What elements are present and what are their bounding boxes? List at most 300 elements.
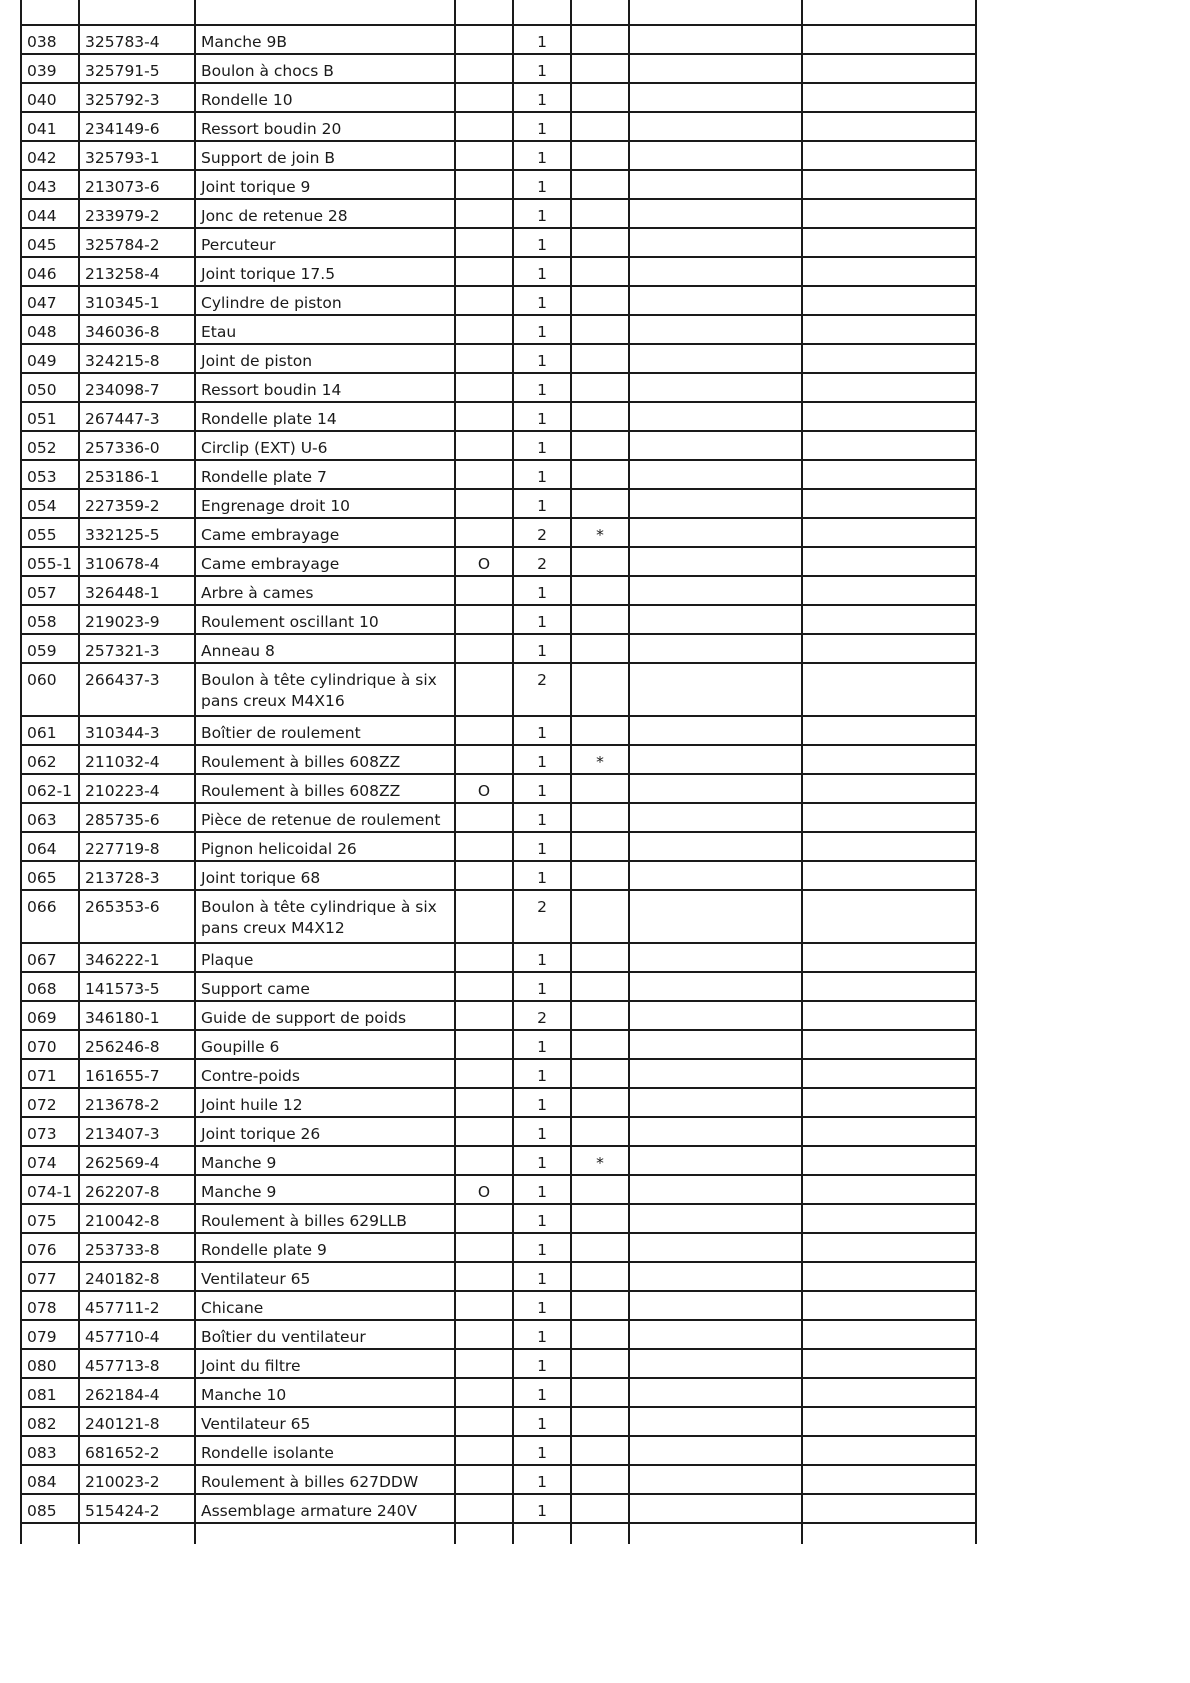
blank-cell [629, 890, 802, 943]
option-cell [455, 1378, 513, 1407]
note-mark-cell [571, 943, 629, 972]
quantity-cell: 1 [513, 1059, 571, 1088]
blank-cell [802, 228, 976, 257]
ref-number-cell: 080 [21, 1349, 79, 1378]
blank-cell [629, 54, 802, 83]
quantity-cell: 1 [513, 1088, 571, 1117]
table-row [21, 83, 976, 112]
ref-number-cell: 053 [21, 460, 79, 489]
description-cell: Joint de piston [195, 344, 455, 373]
quantity-cell: 1 [513, 83, 571, 112]
blank-cell [802, 1233, 976, 1262]
table-row [21, 774, 976, 803]
table-row [21, 25, 976, 54]
option-cell [455, 605, 513, 634]
blank-cell [629, 112, 802, 141]
note-mark-cell [571, 890, 629, 943]
quantity-cell: 1 [513, 431, 571, 460]
note-mark-cell: * [571, 745, 629, 774]
part-number-cell: 324215-8 [79, 344, 195, 373]
table-row [21, 402, 976, 431]
part-number-cell: 310344-3 [79, 716, 195, 745]
blank-cell [802, 1175, 976, 1204]
option-cell [455, 257, 513, 286]
table-row [21, 576, 976, 605]
part-number-cell: 681652-2 [79, 1436, 195, 1465]
note-mark-cell [571, 1378, 629, 1407]
part-number-cell: 285735-6 [79, 803, 195, 832]
description-cell: Roulement oscillant 10 [195, 605, 455, 634]
note-mark-cell [571, 344, 629, 373]
ref-number-cell: 078 [21, 1291, 79, 1320]
blank-cell [802, 861, 976, 890]
option-cell [455, 54, 513, 83]
note-mark-cell [571, 1204, 629, 1233]
description-cell: Roulement à billes 608ZZ [195, 745, 455, 774]
quantity-cell: 1 [513, 489, 571, 518]
description-cell: Engrenage droit 10 [195, 489, 455, 518]
option-cell [455, 1030, 513, 1059]
table-row [21, 1436, 976, 1465]
table-row [21, 286, 976, 315]
ref-number-cell: 084 [21, 1465, 79, 1494]
blank-cell [802, 1146, 976, 1175]
option-cell [455, 1117, 513, 1146]
quantity-cell: 1 [513, 228, 571, 257]
ref-number-cell: 046 [21, 257, 79, 286]
note-mark-cell [571, 315, 629, 344]
table-row [21, 1378, 976, 1407]
blank-cell [802, 83, 976, 112]
blank-cell [629, 257, 802, 286]
option-cell [455, 972, 513, 1001]
option-cell [455, 1436, 513, 1465]
table-row [21, 1291, 976, 1320]
option-cell [455, 1059, 513, 1088]
quantity-cell: 1 [513, 1233, 571, 1262]
option-cell [455, 344, 513, 373]
ref-number-cell: 044 [21, 199, 79, 228]
part-number-cell: 161655-7 [79, 1059, 195, 1088]
description-cell: Ressort boudin 14 [195, 373, 455, 402]
blank-cell [629, 943, 802, 972]
blank-cell [802, 112, 976, 141]
blank-cell [802, 1262, 976, 1291]
part-number-cell: 257336-0 [79, 431, 195, 460]
blank-cell [629, 228, 802, 257]
option-cell: O [455, 1175, 513, 1204]
part-number-cell: 457713-8 [79, 1349, 195, 1378]
description-cell: Manche 9B [195, 25, 455, 54]
note-mark-cell [571, 257, 629, 286]
quantity-cell: 1 [513, 1030, 571, 1059]
option-cell [455, 199, 513, 228]
blank-cell [802, 286, 976, 315]
note-mark-cell [571, 605, 629, 634]
description-cell: Ventilateur 65 [195, 1407, 455, 1436]
ref-number-cell: 079 [21, 1320, 79, 1349]
table-row [21, 1407, 976, 1436]
table-top-continuation [21, 0, 976, 25]
part-number-cell: 267447-3 [79, 402, 195, 431]
description-cell: Support de join B [195, 141, 455, 170]
part-number-cell: 346180-1 [79, 1001, 195, 1030]
quantity-cell: 1 [513, 745, 571, 774]
description-cell: Joint torique 17.5 [195, 257, 455, 286]
option-cell [455, 1494, 513, 1523]
description-cell: Came embrayage [195, 518, 455, 547]
table-row [21, 832, 976, 861]
part-number-cell: 332125-5 [79, 518, 195, 547]
ref-number-cell: 085 [21, 1494, 79, 1523]
ref-number-cell: 058 [21, 605, 79, 634]
part-number-cell: 219023-9 [79, 605, 195, 634]
blank-cell [802, 1378, 976, 1407]
description-cell: Manche 10 [195, 1378, 455, 1407]
blank-cell [629, 832, 802, 861]
note-mark-cell [571, 199, 629, 228]
part-number-cell: 213678-2 [79, 1088, 195, 1117]
option-cell [455, 634, 513, 663]
table-bottom-continuation [21, 1523, 976, 1544]
part-number-cell: 257321-3 [79, 634, 195, 663]
description-cell: Rondelle plate 14 [195, 402, 455, 431]
blank-cell [629, 1233, 802, 1262]
part-number-cell: 265353-6 [79, 890, 195, 943]
blank-cell [629, 716, 802, 745]
option-cell [455, 1233, 513, 1262]
ref-number-cell: 071 [21, 1059, 79, 1088]
quantity-cell: 1 [513, 402, 571, 431]
ref-number-cell: 076 [21, 1233, 79, 1262]
ref-number-cell: 062-1 [21, 774, 79, 803]
table-row [21, 1204, 976, 1233]
blank-cell [802, 1204, 976, 1233]
ref-number-cell: 069 [21, 1001, 79, 1030]
note-mark-cell [571, 1262, 629, 1291]
part-number-cell: 233979-2 [79, 199, 195, 228]
blank-cell [629, 431, 802, 460]
option-cell [455, 1407, 513, 1436]
ref-number-cell: 049 [21, 344, 79, 373]
note-mark-cell [571, 832, 629, 861]
blank-cell [629, 774, 802, 803]
blank-cell [629, 1378, 802, 1407]
blank-cell [629, 605, 802, 634]
ref-number-cell: 040 [21, 83, 79, 112]
blank-cell [629, 1117, 802, 1146]
option-cell [455, 1465, 513, 1494]
quantity-cell: 1 [513, 1378, 571, 1407]
blank-cell [802, 1117, 976, 1146]
blank-cell [629, 83, 802, 112]
description-cell: Ventilateur 65 [195, 1262, 455, 1291]
note-mark-cell [571, 1059, 629, 1088]
option-cell [455, 286, 513, 315]
blank-cell [802, 431, 976, 460]
ref-number-cell: 052 [21, 431, 79, 460]
note-mark-cell [571, 1088, 629, 1117]
parts-list-page [20, 0, 975, 1544]
ref-number-cell: 070 [21, 1030, 79, 1059]
note-mark-cell [571, 1030, 629, 1059]
option-cell [455, 83, 513, 112]
table-row [21, 1320, 976, 1349]
quantity-cell: 1 [513, 141, 571, 170]
blank-cell [802, 972, 976, 1001]
option-cell [455, 518, 513, 547]
blank-cell [802, 1059, 976, 1088]
description-cell: Plaque [195, 943, 455, 972]
quantity-cell: 1 [513, 1291, 571, 1320]
blank-cell [629, 1349, 802, 1378]
part-number-cell: 253186-1 [79, 460, 195, 489]
quantity-cell: 1 [513, 1407, 571, 1436]
ref-number-cell: 064 [21, 832, 79, 861]
blank-cell [629, 518, 802, 547]
ref-number-cell: 077 [21, 1262, 79, 1291]
quantity-cell: 1 [513, 1465, 571, 1494]
note-mark-cell [571, 286, 629, 315]
note-mark-cell [571, 1320, 629, 1349]
blank-cell [802, 460, 976, 489]
option-cell [455, 141, 513, 170]
table-row [21, 54, 976, 83]
ref-number-cell: 042 [21, 141, 79, 170]
ref-number-cell: 074-1 [21, 1175, 79, 1204]
description-cell: Contre-poids [195, 1059, 455, 1088]
description-cell: Chicane [195, 1291, 455, 1320]
description-cell: Boulon à chocs B [195, 54, 455, 83]
table-row [21, 943, 976, 972]
option-cell [455, 861, 513, 890]
table-row [21, 344, 976, 373]
part-number-cell: 227719-8 [79, 832, 195, 861]
note-mark-cell: * [571, 518, 629, 547]
note-mark-cell [571, 972, 629, 1001]
blank-cell [802, 54, 976, 83]
ref-number-cell: 041 [21, 112, 79, 141]
description-cell: Joint torique 26 [195, 1117, 455, 1146]
note-mark-cell [571, 141, 629, 170]
option-cell [455, 315, 513, 344]
ref-number-cell: 068 [21, 972, 79, 1001]
quantity-cell: 1 [513, 373, 571, 402]
blank-cell [629, 1436, 802, 1465]
part-number-cell: 213728-3 [79, 861, 195, 890]
blank-cell [629, 460, 802, 489]
option-cell [455, 1262, 513, 1291]
note-mark-cell [571, 1465, 629, 1494]
quantity-cell: 2 [513, 547, 571, 576]
description-cell: Rondelle plate 9 [195, 1233, 455, 1262]
ref-number-cell: 047 [21, 286, 79, 315]
ref-number-cell: 074 [21, 1146, 79, 1175]
table-row [21, 257, 976, 286]
description-cell: Assemblage armature 240V [195, 1494, 455, 1523]
option-cell [455, 460, 513, 489]
quantity-cell: 1 [513, 315, 571, 344]
blank-cell [802, 716, 976, 745]
part-number-cell: 210042-8 [79, 1204, 195, 1233]
quantity-cell: 1 [513, 25, 571, 54]
description-cell: Rondelle 10 [195, 83, 455, 112]
description-cell: Roulement à billes 629LLB [195, 1204, 455, 1233]
blank-cell [802, 547, 976, 576]
note-mark-cell [571, 547, 629, 576]
table-row [21, 1233, 976, 1262]
description-cell: Joint torique 9 [195, 170, 455, 199]
part-number-cell: 310678-4 [79, 547, 195, 576]
note-mark-cell [571, 1117, 629, 1146]
ref-number-cell: 063 [21, 803, 79, 832]
blank-cell [629, 373, 802, 402]
description-cell: Joint du filtre [195, 1349, 455, 1378]
note-mark-cell [571, 634, 629, 663]
blank-cell [802, 344, 976, 373]
blank-cell [629, 1204, 802, 1233]
table-row [21, 112, 976, 141]
option-cell [455, 1146, 513, 1175]
blank-cell [629, 286, 802, 315]
table-row [21, 431, 976, 460]
blank-cell [802, 1465, 976, 1494]
blank-cell [629, 1030, 802, 1059]
blank-cell [802, 518, 976, 547]
ref-number-cell: 065 [21, 861, 79, 890]
quantity-cell: 1 [513, 861, 571, 890]
note-mark-cell [571, 576, 629, 605]
ref-number-cell: 073 [21, 1117, 79, 1146]
blank-cell [802, 170, 976, 199]
part-number-cell: 457711-2 [79, 1291, 195, 1320]
blank-cell [802, 1001, 976, 1030]
description-cell: Rondelle plate 7 [195, 460, 455, 489]
quantity-cell: 1 [513, 257, 571, 286]
description-cell: Roulement à billes 608ZZ [195, 774, 455, 803]
description-cell: Guide de support de poids [195, 1001, 455, 1030]
note-mark-cell [571, 861, 629, 890]
description-cell: Rondelle isolante [195, 1436, 455, 1465]
part-number-cell: 310345-1 [79, 286, 195, 315]
part-number-cell: 325784-2 [79, 228, 195, 257]
quantity-cell: 1 [513, 832, 571, 861]
part-number-cell: 266437-3 [79, 663, 195, 716]
note-mark-cell [571, 663, 629, 716]
table-row [21, 1001, 976, 1030]
description-cell: Arbre à cames [195, 576, 455, 605]
blank-cell [629, 803, 802, 832]
part-number-cell: 213258-4 [79, 257, 195, 286]
part-number-cell: 234098-7 [79, 373, 195, 402]
note-mark-cell [571, 716, 629, 745]
description-cell: Cylindre de piston [195, 286, 455, 315]
part-number-cell: 515424-2 [79, 1494, 195, 1523]
option-cell: O [455, 547, 513, 576]
quantity-cell: 2 [513, 890, 571, 943]
table-row [21, 1262, 976, 1291]
part-number-cell: 325783-4 [79, 25, 195, 54]
part-number-cell: 210023-2 [79, 1465, 195, 1494]
quantity-cell: 1 [513, 199, 571, 228]
description-cell: Pignon helicoidal 26 [195, 832, 455, 861]
table-row [21, 1030, 976, 1059]
part-number-cell: 346222-1 [79, 943, 195, 972]
blank-cell [629, 1059, 802, 1088]
note-mark-cell [571, 1291, 629, 1320]
blank-cell [802, 1320, 976, 1349]
blank-cell [802, 576, 976, 605]
table-row [21, 1494, 976, 1523]
blank-cell [802, 199, 976, 228]
option-cell [455, 803, 513, 832]
ref-number-cell: 059 [21, 634, 79, 663]
description-cell: Came embrayage [195, 547, 455, 576]
blank-cell [802, 605, 976, 634]
quantity-cell: 1 [513, 1146, 571, 1175]
blank-cell [802, 315, 976, 344]
blank-cell [802, 1349, 976, 1378]
description-cell: Circlip (EXT) U-6 [195, 431, 455, 460]
ref-number-cell: 038 [21, 25, 79, 54]
note-mark-cell [571, 1349, 629, 1378]
description-cell: Ressort boudin 20 [195, 112, 455, 141]
table-row [21, 373, 976, 402]
blank-cell [629, 1320, 802, 1349]
note-mark-cell [571, 460, 629, 489]
quantity-cell: 1 [513, 972, 571, 1001]
part-number-cell: 213073-6 [79, 170, 195, 199]
option-cell: O [455, 774, 513, 803]
quantity-cell: 1 [513, 460, 571, 489]
option-cell [455, 1320, 513, 1349]
part-number-cell: 256246-8 [79, 1030, 195, 1059]
table-row [21, 141, 976, 170]
part-number-cell: 457710-4 [79, 1320, 195, 1349]
option-cell [455, 1291, 513, 1320]
part-number-cell: 346036-8 [79, 315, 195, 344]
quantity-cell: 1 [513, 344, 571, 373]
part-number-cell: 325792-3 [79, 83, 195, 112]
quantity-cell: 1 [513, 1320, 571, 1349]
option-cell [455, 943, 513, 972]
table-row [21, 803, 976, 832]
quantity-cell: 1 [513, 716, 571, 745]
quantity-cell: 1 [513, 1175, 571, 1204]
quantity-cell: 1 [513, 803, 571, 832]
blank-cell [629, 199, 802, 228]
option-cell [455, 1349, 513, 1378]
part-number-cell: 240182-8 [79, 1262, 195, 1291]
part-number-cell: 210223-4 [79, 774, 195, 803]
blank-cell [629, 861, 802, 890]
description-cell: Support came [195, 972, 455, 1001]
note-mark-cell [571, 1407, 629, 1436]
note-mark-cell [571, 1175, 629, 1204]
part-number-cell: 262207-8 [79, 1175, 195, 1204]
quantity-cell: 2 [513, 1001, 571, 1030]
part-number-cell: 213407-3 [79, 1117, 195, 1146]
part-number-cell: 325793-1 [79, 141, 195, 170]
description-cell: Percuteur [195, 228, 455, 257]
note-mark-cell [571, 1494, 629, 1523]
blank-cell [629, 402, 802, 431]
description-cell: Pièce de retenue de roulement [195, 803, 455, 832]
table-row [21, 605, 976, 634]
ref-number-cell: 057 [21, 576, 79, 605]
blank-cell [629, 663, 802, 716]
description-cell: Boulon à tête cylindrique à six pans creux M4X12 [195, 890, 455, 943]
